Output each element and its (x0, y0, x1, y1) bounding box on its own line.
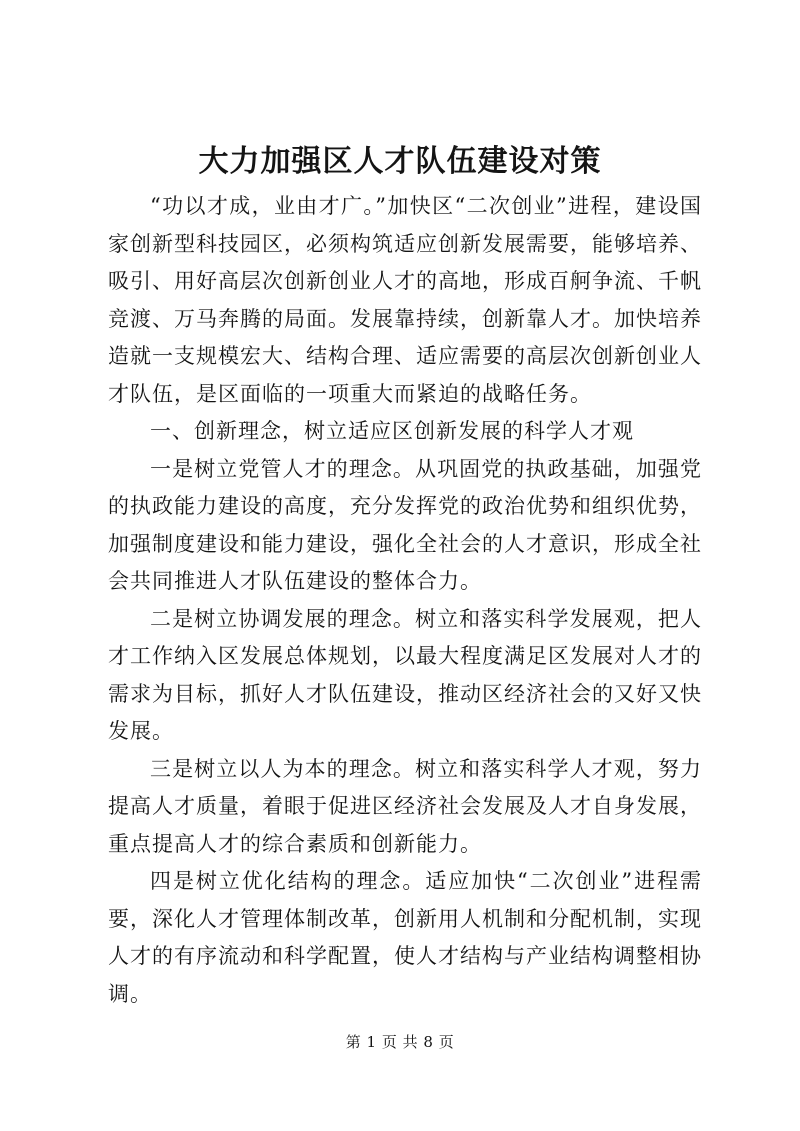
paragraph-party-leadership: 一是树立党管人才的理念。从巩固党的执政基础，加强党的执政能力建设的高度，充分发挥党的政治优势和组织优势，加强制度建设和能力建设，强化全社会的人才意识，形成全社会共同推进人才队伍建设的整体合力。 (108, 456, 702, 593)
document-title: 大力加强区人才队伍建设对策 (198, 144, 602, 179)
section-heading: 一、创新理念，树立适应区创新发展的科学人才观 (150, 419, 634, 443)
paragraph-people-oriented: 三是树立以人为本的理念。树立和落实科学人才观，努力提高人才质量，着眼于促进区经济社会发展及人才自身发展，重点提高人才的综合素质和创新能力。 (108, 756, 702, 856)
intro-paragraph: “功以才成，业由才广。”加快区“二次创业”进程，建设国家创新型科技园区，必须构筑适应创新发展需要，能够培养、吸引、用好高层次创新创业人才的高地，形成百舸争流、千帆竞渡、万马奔腾的局面。发展靠持续，创新靠人才。加快培养造就一支规模宏大、结构合理、适应需要的高层次创新创业人才队伍，是区面临的一项重大而紧迫的战略任务。 (108, 194, 702, 406)
paragraph-coordinated-development: 二是树立协调发展的理念。树立和落实科学发展观，把人才工作纳入区发展总体规划，以最大程度满足区发展对人才的需求为目标，抓好人才队伍建设，推动区经济社会的又好又快发展。 (108, 606, 702, 743)
paragraph-optimize-structure: 四是树立优化结构的理念。适应加快“二次创业”进程需要，深化人才管理体制改革，创新用人机制和分配机制，实现人才的有序流动和科学配置，使人才结构与产业结构调整相协调。 (108, 869, 702, 1006)
page-footer: 第 1 页 共 8 页 (345, 1033, 455, 1051)
document-body (108, 188, 702, 1013)
